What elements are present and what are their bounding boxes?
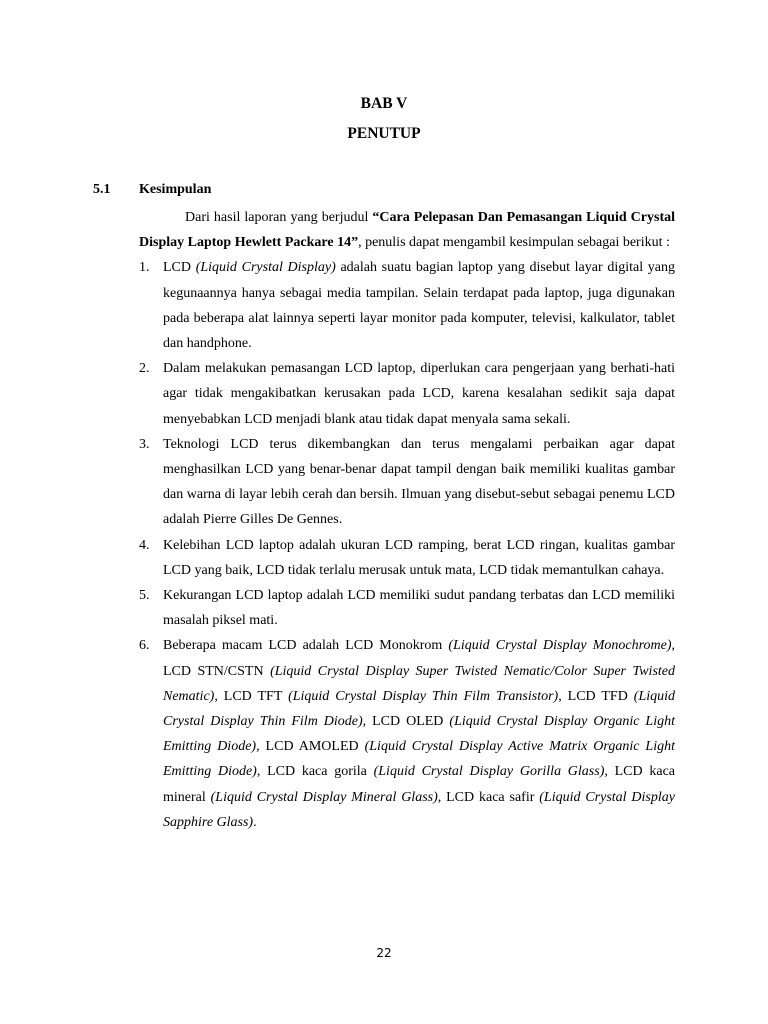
item-italic: (Liquid Crystal Display Super Twisted Nematic/Color Super Twisted Nematic) bbox=[163, 663, 676, 704]
intro-text-start: Dari hasil laporan yang berjudul bbox=[185, 210, 373, 225]
item-text: LCD OLED bbox=[366, 714, 450, 730]
item-text: Beberapa macam LCD adalah LCD Monokrom bbox=[163, 638, 449, 654]
item-italic: (Liquid Crystal Display) bbox=[195, 260, 336, 276]
page-number: 22 bbox=[376, 946, 392, 960]
item-text: Dalam melakukan pemasangan LCD laptop, diperlukan cara pengerjaan yang berhati-hati agar tidak mengakibatkan kerusakan pada LCD, karena kesalahan sedikit saja dapat menyebabkan LCD menjadi blank atau tidak dapat menyala sama sekali. bbox=[163, 361, 675, 427]
section-title: Kesimpulan bbox=[139, 182, 212, 197]
item-italic: (Liquid Crystal Display Thin Film Diode), bbox=[163, 688, 676, 730]
list-number: 4. bbox=[139, 537, 150, 553]
item-italic: (Liquid Crystal Display Gorilla Glass) bbox=[373, 764, 605, 780]
list-number: 3. bbox=[139, 436, 150, 452]
item-text: . bbox=[253, 814, 257, 830]
list-number: 5. bbox=[139, 588, 150, 604]
list-number: 2. bbox=[139, 361, 150, 377]
chapter-number: BAB V bbox=[360, 95, 408, 112]
item-text: , LCD kaca safir bbox=[437, 789, 540, 805]
item-text: LCD bbox=[163, 260, 196, 276]
item-text: , LCD AMOLED bbox=[256, 739, 365, 755]
item-italic: (Liquid Crystal Display Thin Film Transistor) bbox=[288, 688, 559, 704]
item-text: , LCD kaca gorila bbox=[256, 764, 374, 780]
item-italic: (Liquid Crystal Display Active Matrix Organic Light Emitting Diode) bbox=[163, 739, 675, 780]
item-italic: (Liquid Crystal Display Organic Light Emitting Diode) bbox=[163, 714, 676, 755]
list-item bbox=[139, 583, 675, 633]
list-item bbox=[139, 432, 675, 533]
section-body bbox=[139, 205, 675, 835]
intro-paragraph bbox=[139, 205, 675, 255]
item-text: , LCD TFT bbox=[214, 688, 289, 704]
list-number: 1. bbox=[139, 260, 150, 276]
list-item bbox=[139, 255, 675, 356]
report-title: “Cara Pelepasan Dan Pemasangan Liquid Crystal Display Laptop Hewlett Packare 14” bbox=[139, 210, 675, 251]
item-text: , LCD STN/CSTN bbox=[163, 638, 675, 679]
item-italic: (Liquid Crystal Display Mineral Glass) bbox=[210, 789, 438, 805]
item-text: , LCD kaca mineral bbox=[163, 764, 675, 805]
conclusion-list bbox=[139, 255, 675, 835]
item-text: , LCD TFD bbox=[558, 688, 634, 704]
item-italic: (Liquid Crystal Display Sapphire Glass) bbox=[163, 789, 675, 830]
item-text: Kelebihan LCD laptop adalah ukuran LCD ramping, berat LCD ringan, kualitas gambar LCD yang baik, LCD tidak terlalu merusak untuk mata, LCD tidak memantulkan cahaya. bbox=[163, 537, 675, 578]
list-item bbox=[139, 633, 675, 835]
list-item bbox=[139, 533, 675, 583]
item-text: Kekurangan LCD laptop adalah LCD memiliki sudut pandang terbatas dan LCD memiliki masalah piksel mati. bbox=[163, 588, 675, 629]
intro-text-end: , penulis dapat mengambil kesimpulan sebagai berikut : bbox=[358, 235, 670, 251]
section-number: 5.1 bbox=[93, 182, 111, 197]
chapter-title: PENUTUP bbox=[347, 125, 421, 142]
item-text: Teknologi LCD terus dikembangkan dan terus mengalami perbaikan agar dapat menghasilkan LCD yang benar-benar dapat tampil dengan baik memiliki kualitas gambar dan warna di layar lebih cerah dan bersih. Ilmuan yang disebut-sebut sebagai penemu LCD adalah Pierre Gilles De Gennes. bbox=[163, 436, 675, 528]
list-number: 6. bbox=[139, 638, 150, 654]
list-item bbox=[139, 356, 675, 432]
item-text: adalah suatu bagian laptop yang disebut layar digital yang kegunaannya hanya sebagai media tampilan. Selain terdapat pada laptop, juga digunakan pada beberapa alat lainnya seperti layar monitor pada komputer, televisi, kalkulator, tablet dan handphone. bbox=[163, 260, 676, 352]
item-italic: (Liquid Crystal Display Monochrome) bbox=[448, 638, 672, 654]
